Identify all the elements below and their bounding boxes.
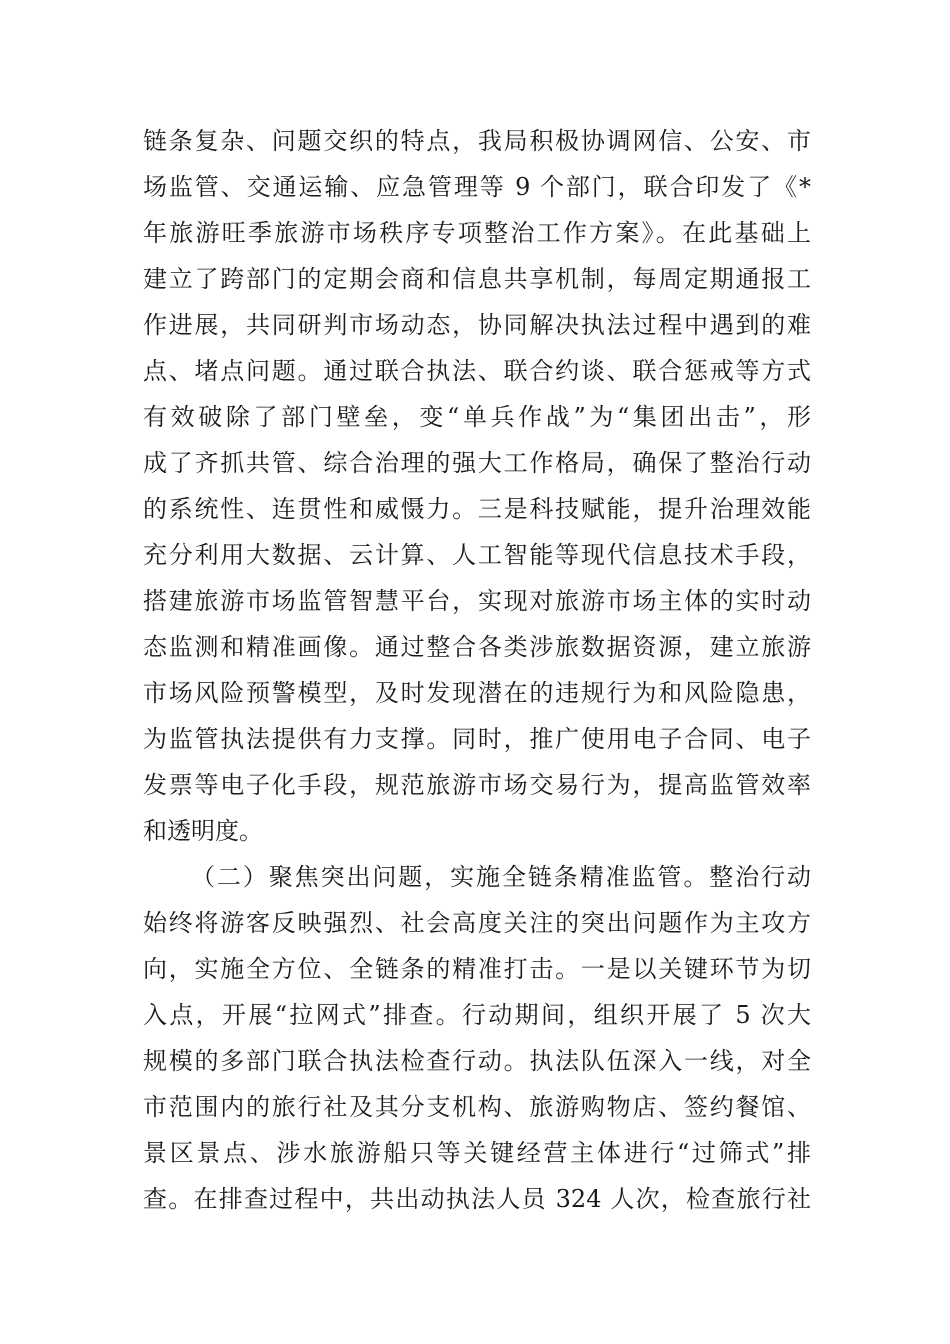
text-line: 点、堵点问题。通过联合执法、联合约谈、联合惩戒等方式 <box>143 357 811 385</box>
text-line: 向，实施全方位、全链条的精准打击。一是以关键环节为切 <box>143 955 811 983</box>
text-line: 作进展，共同研判市场动态，协同解决执法过程中遇到的难 <box>143 311 811 339</box>
text-line: 场监管、交通运输、应急管理等 9 个部门，联合印发了《* <box>143 173 811 201</box>
text-line: 态监测和精准画像。通过整合各类涉旅数据资源，建立旅游 <box>143 633 811 661</box>
text-line: 和透明度。 <box>143 817 263 845</box>
text-line: 有效破除了部门壁垒，变“单兵作战”为“集团出击”，形 <box>143 403 811 431</box>
text-line: 规模的多部门联合执法检查行动。执法队伍深入一线，对全 <box>143 1047 811 1075</box>
text-line: 入点，开展“拉网式”排查。行动期间，组织开展了 5 次大 <box>143 1001 811 1029</box>
text-line: 建立了跨部门的定期会商和信息共享机制，每周定期通报工 <box>143 265 811 293</box>
text-line: 为监管执法提供有力支撑。同时，推广使用电子合同、电子 <box>143 725 811 753</box>
text-line: 的系统性、连贯性和威慑力。三是科技赋能，提升治理效能 <box>143 495 811 523</box>
text-line: 景区景点、涉水旅游船只等关键经营主体进行“过筛式”排 <box>143 1139 811 1167</box>
text-line: 成了齐抓共管、综合治理的强大工作格局，确保了整治行动 <box>143 449 811 477</box>
text-line: 查。在排查过程中，共出动执法人员 324 人次，检查旅行社 <box>143 1185 811 1213</box>
text-line: 搭建旅游市场监管智慧平台，实现对旅游市场主体的实时动 <box>143 587 811 615</box>
text-line: 充分利用大数据、云计算、人工智能等现代信息技术手段， <box>143 541 811 569</box>
text-line: 发票等电子化手段，规范旅游市场交易行为，提高监管效率 <box>143 771 811 799</box>
text-line: 链条复杂、问题交织的特点，我局积极协调网信、公安、市 <box>143 127 811 155</box>
body-text <box>143 118 811 1222</box>
section-heading-line: （二）聚焦突出问题，实施全链条精准监管。整治行动 <box>191 863 811 891</box>
text-line: 市范围内的旅行社及其分支机构、旅游购物店、签约餐馆、 <box>143 1093 811 1121</box>
text-line: 年旅游旺季旅游市场秩序专项整治工作方案》。在此基础上 <box>143 219 811 247</box>
text-line: 始终将游客反映强烈、社会高度关注的突出问题作为主攻方 <box>143 909 811 937</box>
text-line: 市场风险预警模型，及时发现潜在的违规行为和风险隐患， <box>143 679 811 707</box>
